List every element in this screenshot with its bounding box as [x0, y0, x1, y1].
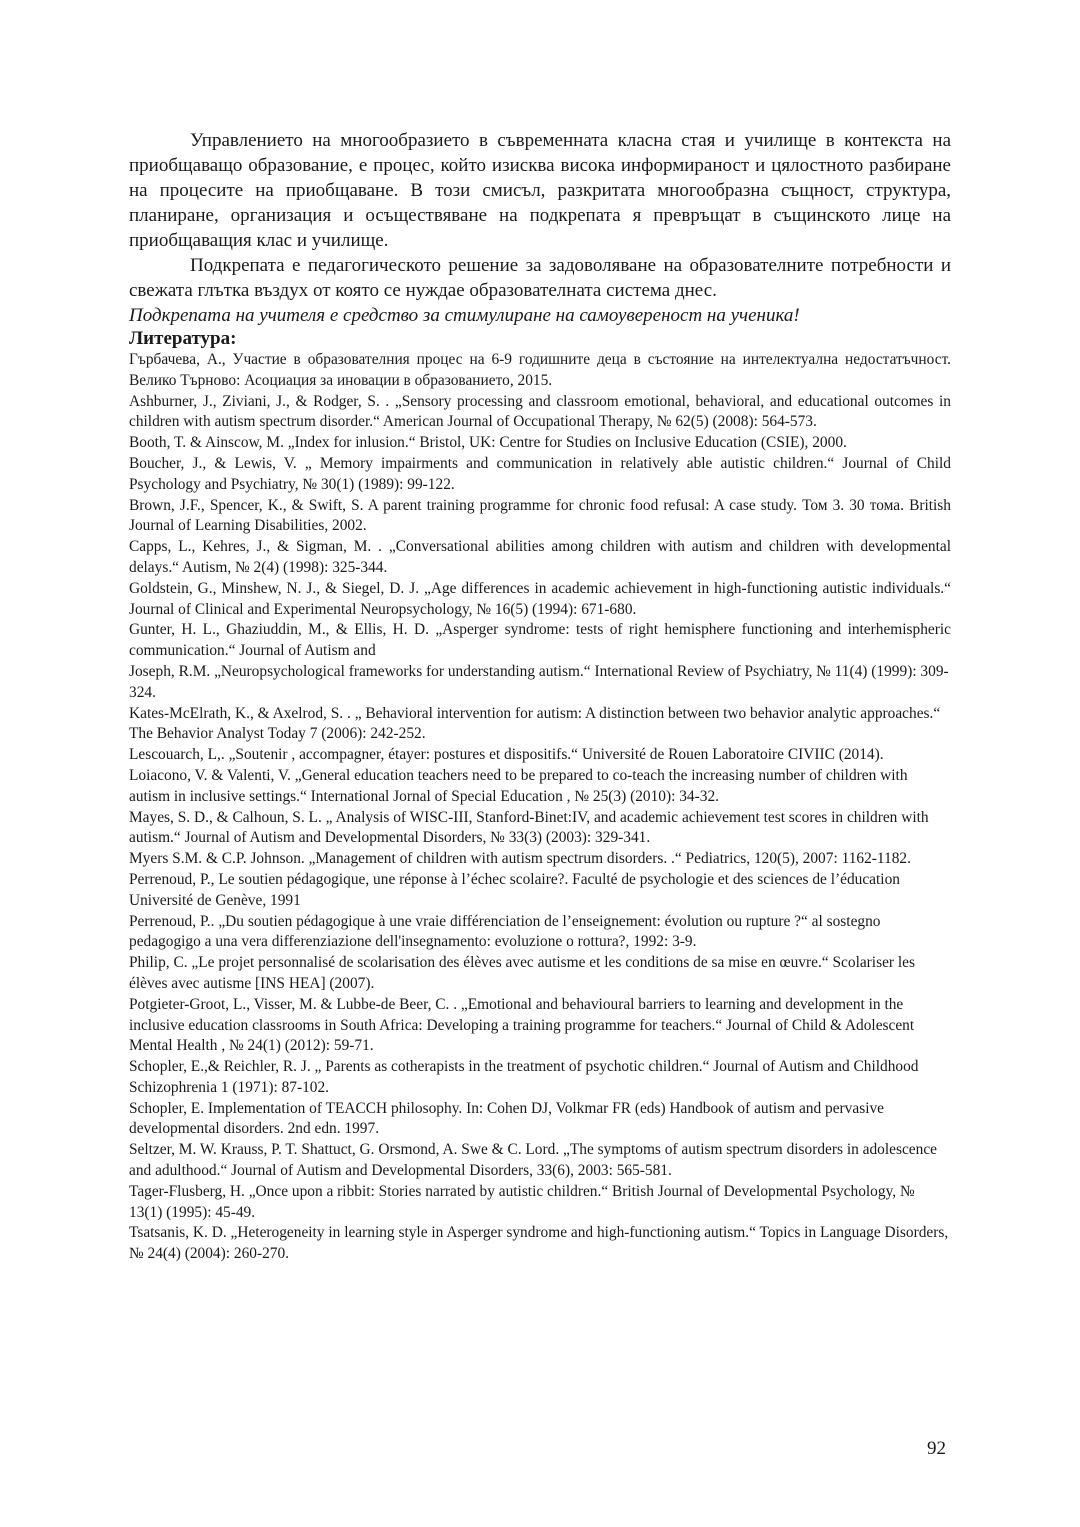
literature-heading: Литература:	[129, 328, 237, 349]
body-paragraph-2: Подкрепата е педагогическото решение за задоволяване на образователните потребности и свежата глътка въздух от която се нуждае образователната система днес.	[129, 255, 951, 301]
reference-list	[129, 350, 951, 1265]
reference-item: Tsatsanis, K. D. „Heterogeneity in learning style in Asperger syndrome and high-functioning autism.“ Topics in Language Disorders, № 24(4) (2004): 260-270.	[129, 1224, 949, 1263]
body-paragraph-1: Управлението на многообразието в съвременната класна стая и училище в контекста на приобщаващо образование, е процес, който изисква висока информираност и цялостното разбиране на процесите на приобщаване. В този смисъл, разкритата многообразна същност, структура, планиране, организация и осъществяване на подкрепата я превръщат в същинското лице на приобщаващия клас и училище.	[129, 130, 951, 251]
reference-item: Seltzer, M. W. Krauss, P. T. Shattuct, G. Orsmond, A. Swe & C. Lord. „The symptoms of autism spectrum disorders in adolescence and adulthood.“ Journal of Autism and Developmental Disorders, 33(6), 2003: 565-581.	[129, 1141, 937, 1180]
reference-item: Mayes, S. D., & Calhoun, S. L. „ Analysis of WISC-III, Stanford-Binet:IV, and academic achievement test scores in children with autism.“ Journal of Autism and Developmental Disorders, № 33(3) (2003): 329-341.	[129, 808, 929, 847]
reference-item: Boucher, J., & Lewis, V. „ Memory impairments and communication in relatively able autistic children.“ Journal of Child Psychology and Psychiatry, № 30(1) (1989): 99-122.	[129, 454, 951, 493]
reference-item: Perrenoud, P.. „Du soutien pédagogique à une vraie différenciation de l’enseignement: évolution ou rupture ?“ al sostegno pedagogigo a una vera differenziazione dell'insegnamento: evoluzione o rottura?, 1992: 3-9.	[129, 912, 881, 951]
reference-item: Gunter, H. L., Ghaziuddin, M., & Ellis, H. D. „Asperger syndrome: tests of right hemisphere functioning and interhemispheric communication.“ Journal of Autism and	[129, 621, 951, 660]
reference-item: Loiacono, V. & Valenti, V. „General education teachers need to be prepared to co-teach the increasing number of children with autism in inclusive settings.“ International Jornal of Special Education , № 25(3) (2010): 34-32.	[129, 766, 908, 805]
reference-item: Joseph, R.M. „Neuropsychological frameworks for understanding autism.“ International Review of Psychiatry, № 11(4) (1999): 309-324.	[129, 662, 949, 701]
reference-item: Schopler, E.,& Reichler, R. J. „ Parents as cotherapists in the treatment of psychotic children.“ Journal of Autism and Childhood Schizophrenia 1 (1971): 87-102.	[129, 1058, 919, 1096]
reference-item: Potgieter-Groot, L., Visser, M. & Lubbe-de Beer, C. . „Emotional and behavioural barriers to learning and development in the inclusive education classrooms in South Africa: Developing a training programme for teachers.“ Journal of Child & Adolescent Mental Health , № 24(1) (2012): 59-71.	[129, 995, 915, 1055]
reference-item: Perrenoud, P., Le soutien pédagogique, une réponse à l’échec scolaire?. Faculté de psychologie et des sciences de l’éducation Université de Genève, 1991	[129, 870, 900, 909]
reference-item: Ashburner, J., Ziviani, J., & Rodger, S. . „Sensory processing and classroom emotional, behavioral, and educational outcomes in children with autism spectrum disorder.“ American Journal of Occupational Therapy, № 62(5) (2008): 564-573.	[129, 392, 951, 431]
reference-item: Goldstein, G., Minshew, N. J., & Siegel, D. J. „Age differences in academic achievement in high-functioning autistic individuals.“ Journal of Clinical and Experimental Neuropsychology, № 16(5) (1994): 671-680.	[129, 579, 951, 618]
reference-item: Schopler, E. Implementation of TEACCH philosophy. In: Cohen DJ, Volkmar FR (eds) Handbook of autism and pervasive developmental disorders. 2nd edn. 1997.	[129, 1099, 884, 1138]
reference-item: Lescouarch, L,. „Soutenir , accompagner, étayer: postures et dispositifs.“ Université de Rouen Laboratoire CIVIIC (2014).	[129, 746, 884, 764]
reference-item: Brown, J.F., Spencer, K., & Swift, S. A parent training programme for chronic food refusal: A case study. Том 3. 30 тома. British Journal of Learning Disabilities, 2002.	[129, 496, 951, 535]
page-number: 92	[927, 1438, 946, 1459]
reference-item: Kates-McElrath, K., & Axelrod, S. . „ Behavioral intervention for autism: A distinction between two behavior analytic approaches.“ The Behavior Analyst Today 7 (2006): 242-252.	[129, 704, 941, 743]
reference-item: Booth, T. & Ainscow, M. „Index for inlusion.“ Bristol, UK: Centre for Studies on Inclusive Education (CSIE), 2000.	[129, 434, 847, 452]
reference-item: Tager-Flusberg, H. „Once upon a ribbit: Stories narrated by autistic children.“ British Journal of Developmental Psychology, № 13(1) (1995): 45-49.	[129, 1182, 915, 1221]
reference-item: Гърбачева, А., Участие в образователния процес на 6-9 годишните деца в състояние на интелектуална недостатъчност. Велико Търново: Асоциация за иновации в образованието, 2015.	[129, 351, 951, 389]
document-page	[129, 128, 951, 1265]
italic-statement: Подкрепата на учителя е средство за стимулиране на самоувереност на ученика!	[129, 305, 800, 326]
reference-item: Myers S.M. & C.P. Johnson. „Management of children with autism spectrum disorders. .“ Pediatrics, 120(5), 2007: 1162-1182.	[129, 850, 911, 868]
reference-item: Philip, C. „Le projet personnalisé de scolarisation des élèves avec autisme et les conditions de sa mise en œuvre.“ Scolariser les élèves avec autisme [INS HEA] (2007).	[129, 954, 915, 992]
reference-item: Capps, L., Kehres, J., & Sigman, M. . „Conversational abilities among children with autism and children with developmental delays.“ Autism, № 2(4) (1998): 325-344.	[129, 538, 951, 576]
